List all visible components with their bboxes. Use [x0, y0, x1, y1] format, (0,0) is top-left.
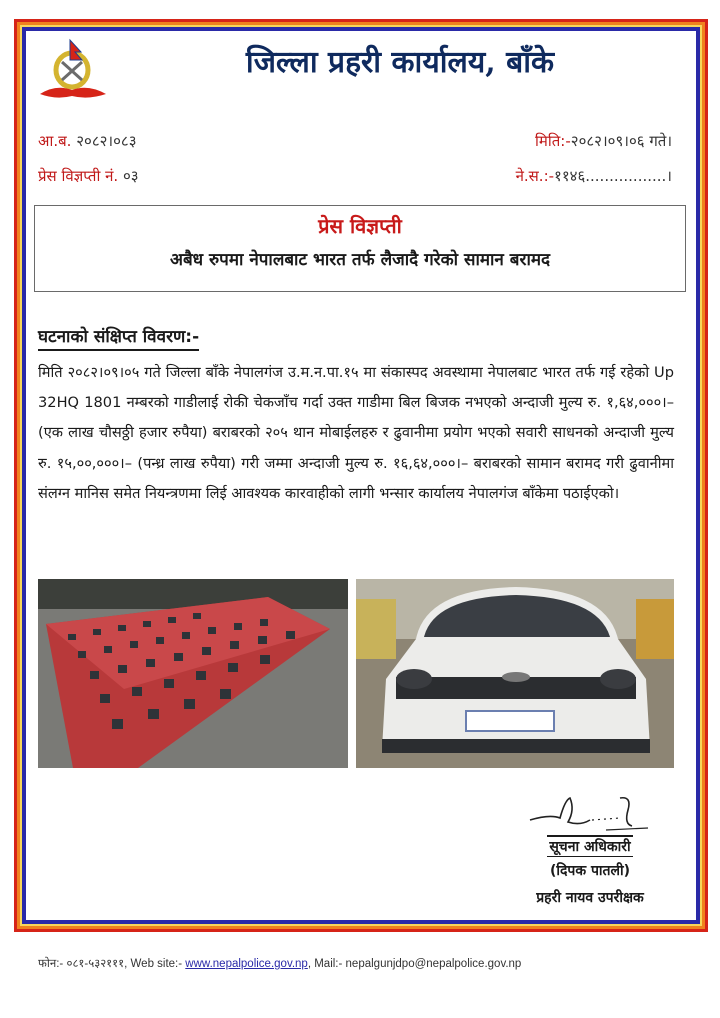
- reg-label: ने.स.:-: [515, 167, 555, 185]
- press-no-value: ०३: [122, 167, 139, 185]
- fiscal-year: [38, 131, 137, 151]
- fiscal-year-label: आ.ब.: [38, 132, 72, 150]
- website-link[interactable]: www.nepalpolice.gov.np: [185, 958, 308, 970]
- incident-body: मिति २०८२।०९।०५ गते जिल्ला बाँके नेपालगंज उ.म.न.पा.१५ मा संकास्पद अवस्थामा नेपालबाट भारत तर्फ गई रहेको Up 32HQ 1801 नम्बरको गाडीलाई रोकी चेकजाँच गर्दा उक्त गाडीमा बिल बिजक नभएको अन्दाजी मुल्य रु. १,६४,०००।– (एक लाख चौसठ्ठी हजार रुपैया) बराबरको २०५ थान मोबाईलहरु र ढुवानीमा प्रयोग भएको सवारी साधनको अन्दाजी मुल्य रु. १५,००,०००।– (पन्ध्र लाख रुपैया) गरी जम्मा अन्दाजी मुल्य रु. १६,६४,०००।– बराबरको सामान बरामद गरी ढुवानीमा संलग्न मानिस समेत नियन्त्रणमा लिई आवश्यक कारवाहीको लागी भन्सार कार्यालय नेपालगंज बाँकेमा पठाईएको।: [38, 364, 674, 502]
- press-release-number: [38, 166, 139, 186]
- mail-value: nepalgunjdpo@nepalpolice.gov.np: [345, 958, 522, 970]
- date-label: मिति:-: [535, 132, 571, 150]
- mail-label: , Mail:-: [307, 958, 343, 970]
- reg-value: ११४६.................।: [554, 167, 672, 185]
- press-release-subtitle: अबैध रुपमा नेपालबाट भारत तर्फ लैजादै गरेको सामान बरामद: [169, 250, 551, 270]
- footer-contact: [38, 956, 521, 971]
- date-value: २०८२।०९।०६ गते।: [570, 132, 672, 150]
- photo-seized-phones: [38, 579, 348, 768]
- website-label: Web site:-: [130, 958, 183, 970]
- signatory-title: सूचना अधिकारी: [547, 835, 632, 857]
- fiscal-year-value: २०८२।०८३: [76, 132, 137, 150]
- phones-image: [38, 579, 348, 768]
- press-release-box: [34, 205, 686, 292]
- signature-icon: [520, 790, 660, 836]
- signature-block: [470, 790, 710, 907]
- phone-label: फोन:-: [38, 958, 64, 970]
- signatory-name: (दिपक पातली): [549, 863, 631, 879]
- office-title: जिल्ला प्रहरी कार्यालय, बाँके: [245, 45, 555, 80]
- press-release-title: प्रेस विज्ञप्ती: [318, 214, 402, 238]
- registration-number: [516, 166, 672, 186]
- signatory-rank: प्रहरी नायव उपरीक्षक: [536, 890, 644, 906]
- press-no-label: प्रेस विज्ञप्ती नं.: [38, 167, 119, 185]
- photo-seized-vehicle: [356, 579, 674, 768]
- date: [535, 131, 672, 151]
- phone-value: ०८१-५३२१११,: [66, 958, 128, 970]
- vehicle-image: [356, 579, 674, 768]
- incident-heading: घटनाको संक्षिप्त विवरण:-: [38, 324, 199, 351]
